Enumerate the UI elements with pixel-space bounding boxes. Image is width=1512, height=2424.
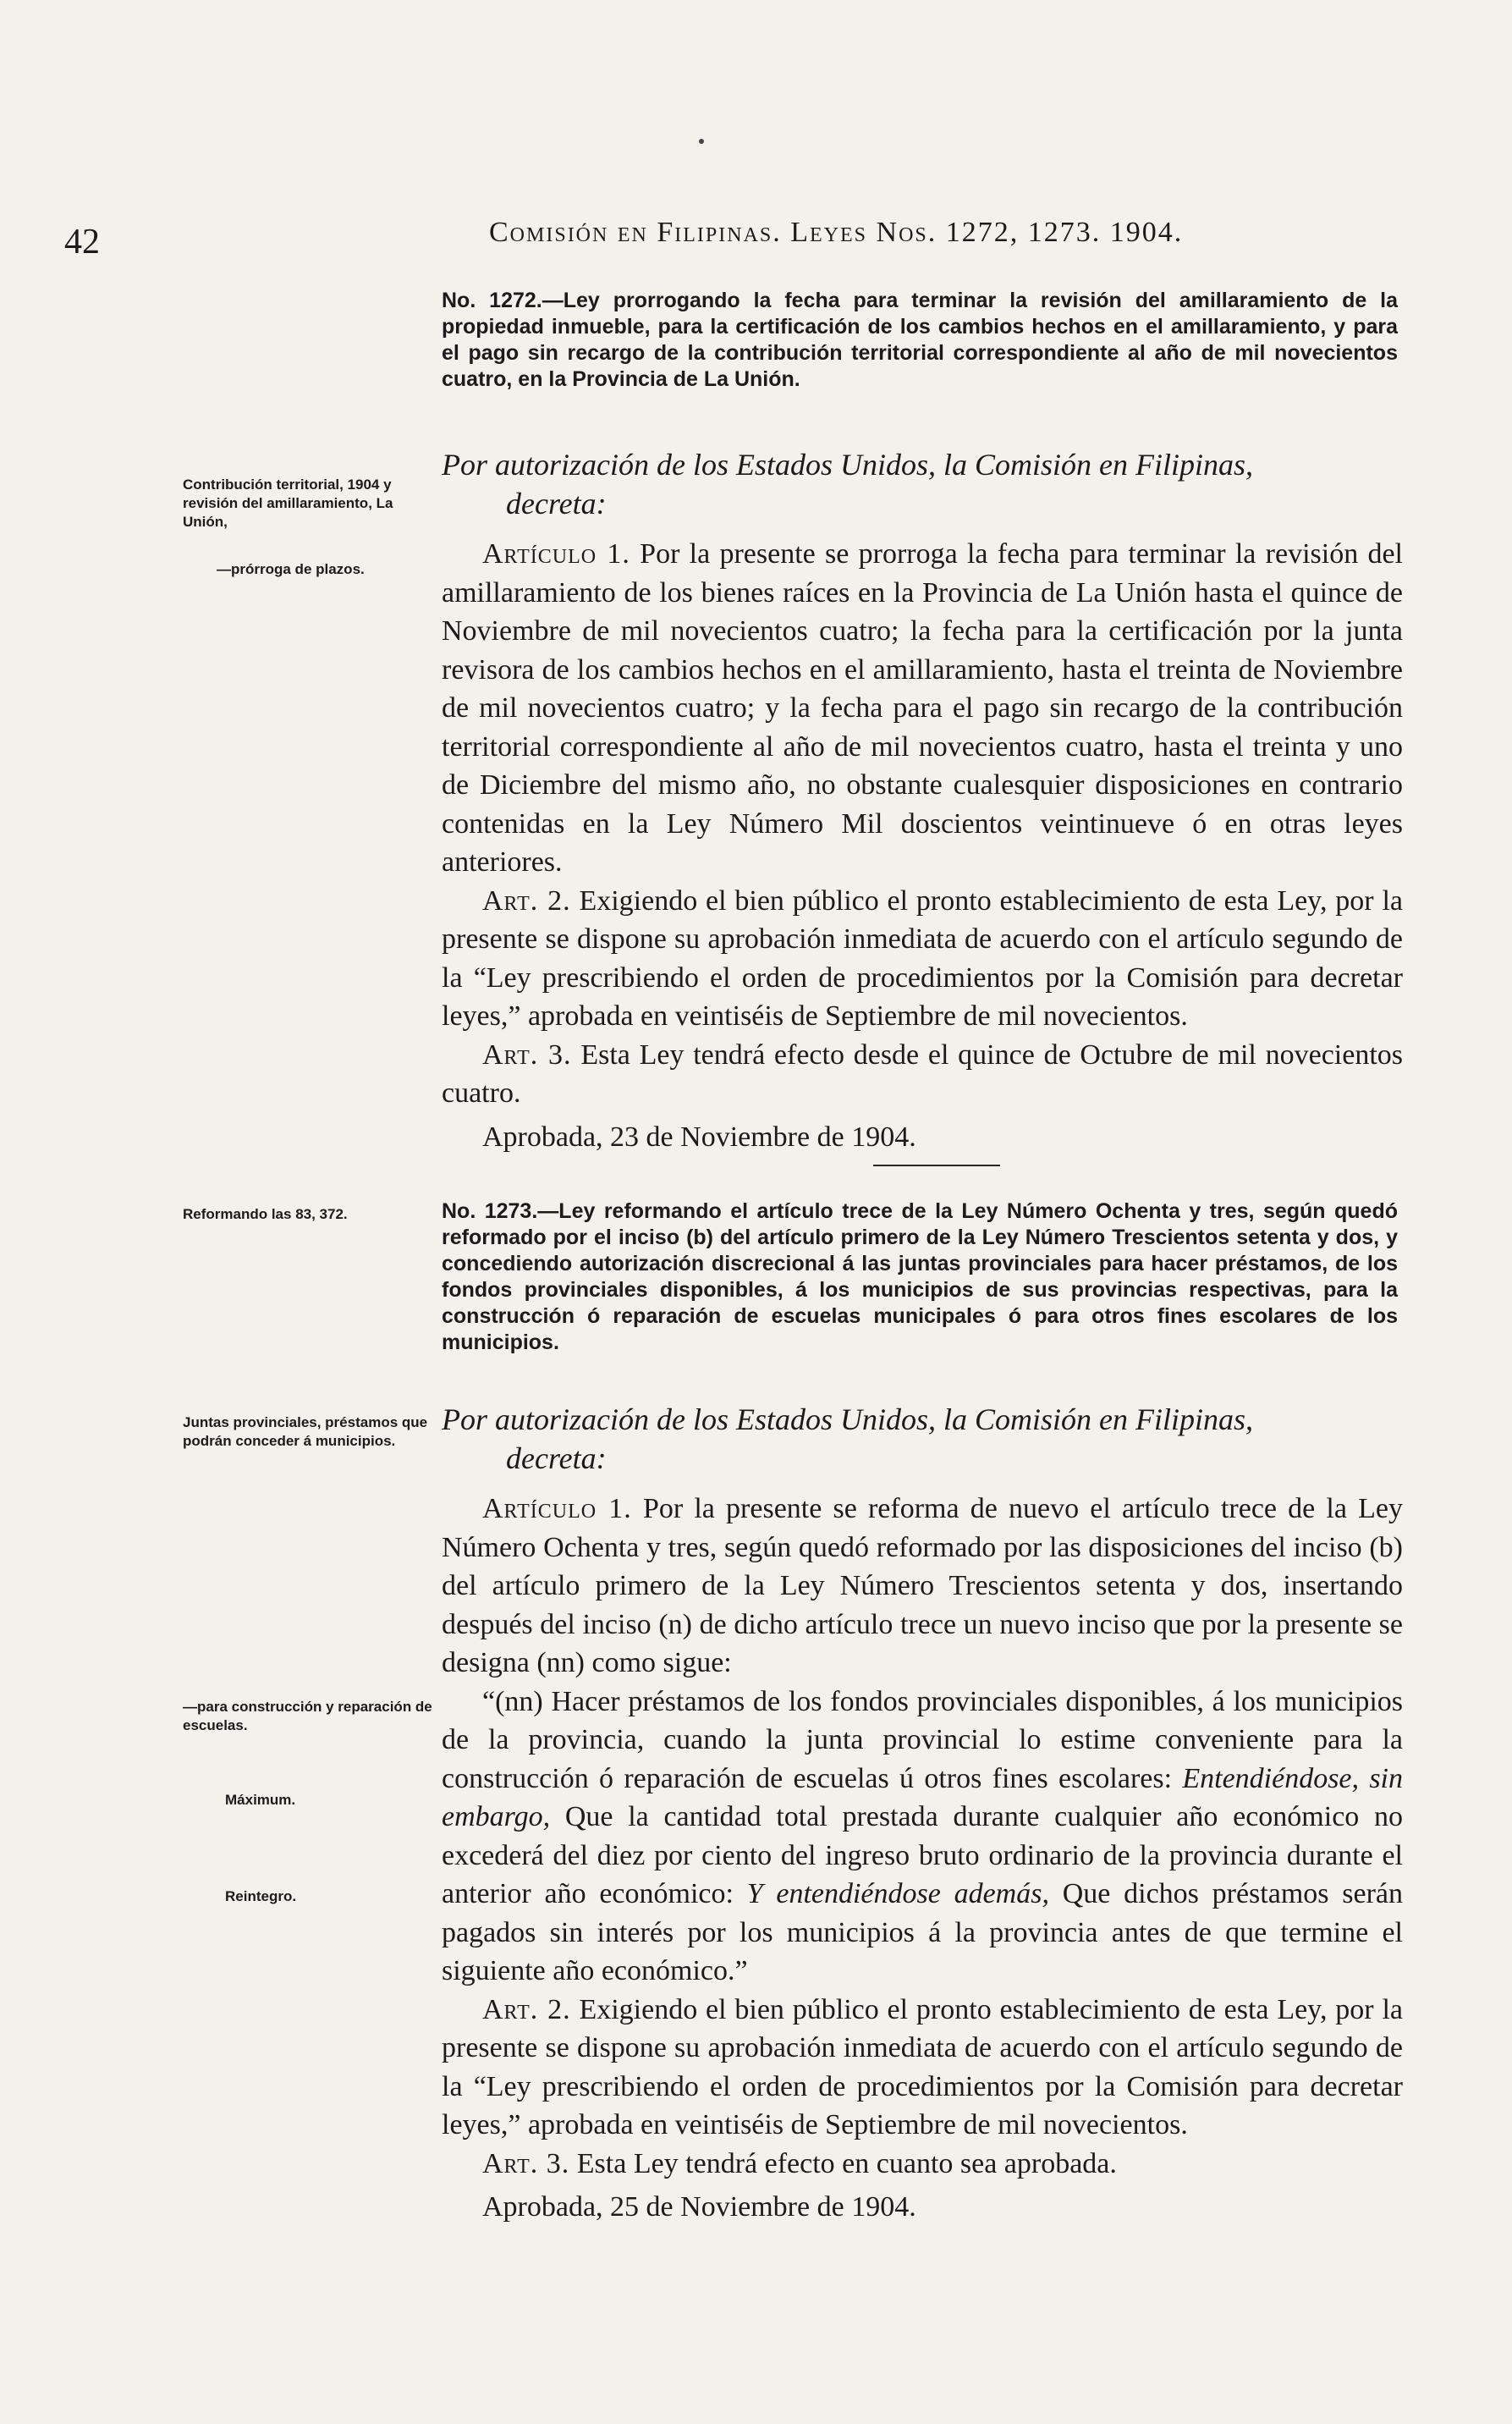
sidenote-prorroga: —prórroga de plazos. [217, 561, 365, 577]
law-1273-article-1: Artículo 1. Por la presente se reforma de nuevo el artículo trece de la Ley Número Ochenta y tres, según quedó reformado por las disposiciones del inciso (b) del artículo primero de la Ley Número Trescientos setenta y dos, insertando después del inciso (n) de dicho artículo trece un nuevo inciso que por la presente se designa (nn) como sigue: [442, 1493, 1403, 1678]
law-1273-article-3: Art. 3. Esta Ley tendrá efecto en cuanto sea aprobada. [482, 2147, 1117, 2179]
sidenote-juntas: Juntas provinciales, préstamos que podrán conceder á municipios. [183, 1414, 428, 1449]
law-1273-enacting-clause: Por autorización de los Estados Unidos, la Comisión en Filipinas, decreta: [442, 1400, 1403, 1478]
decreta-label: decreta: [506, 487, 607, 521]
law-1272-number: No. 1272. [442, 289, 542, 312]
law-1273-heading [442, 1198, 1398, 1356]
law-1273-number: No. 1273. [442, 1199, 538, 1223]
law-1272-body [442, 445, 1403, 1156]
law-1273-body [442, 1400, 1403, 2227]
sidenote-reformando: Reformando las 83, 372. [183, 1206, 348, 1222]
running-header: Comisión en Filipinas. Leyes Nos. 1272, 1273. 1904. [489, 217, 1184, 248]
law-1272-title: —Ley prorrogando la fecha para terminar la revisión del amillaramiento de la propiedad inmueble, para la certificación de los cambios hechos en el amillaramiento, y para el pago sin recargo de la contribución territorial correspondiente al año de mil novecientos cuatro, en la Provincia de La Unión. [442, 289, 1398, 391]
law-1272-heading [442, 288, 1398, 393]
stray-ink-dot [699, 139, 704, 144]
law-1273-title: —Ley reformando el artículo trece de la Ley Número Ochenta y tres, según quedó reformado por el inciso (b) del artículo primero de la Ley Número Trescientos setenta y dos, y concediendo autorización discrecional á las juntas provinciales para hacer préstamos, de los fondos provinciales disponibles, á los municipios de sus provincias respectivas, para la construcción ó reparación de escuelas municipales ó para otros fines escolares de los municipios. [442, 1199, 1399, 1354]
law-1272-article-3: Art. 3. Esta Ley tendrá efecto desde el quince de Octubre de mil novecientos cuatro. [442, 1038, 1404, 1109]
sidenote-maximum: Máximum. [225, 1792, 296, 1808]
law-1272-article-1: Artículo 1. Por la presente se prorroga la fecha para terminar la revisión del amillaramiento de los bienes raíces en la Provincia de La Unión hasta el quince de Noviembre de mil novecientos cuatro; la fecha para la certificación por la junta revisora de los cambios hechos en el amillaramiento, hasta el treinta de Noviembre de mil novecientos cuatro; y la fecha para el pago sin recargo de la contribución territorial correspondiente al año de mil novecientos cuatro, hasta el treinta y uno de Diciembre del mismo año, no obstante cualesquier disposiciones en contrario contenidas en la Ley Número Mil doscientos veintinueve ó en otras leyes anteriores. [442, 538, 1404, 878]
law-1273-approved: Aprobada, 25 de Noviembre de 1904. [482, 2191, 916, 2223]
section-divider [873, 1165, 1000, 1166]
sidenote-reintegro: Reintegro. [225, 1888, 297, 1904]
law-1273-article-2: Art. 2. Exigiendo el bien público el pronto establecimiento de esta Ley, por la presente se dispone su aprobación inmediata de acuerdo con el artículo segundo de la “Ley prescribiendo el orden de procedimientos por la Comisión para decretar leyes,” aprobada en veintiséis de Septiembre de mil novecientos. [442, 1993, 1403, 2140]
law-1272-article-2: Art. 2. Exigiendo el bien público el pronto establecimiento de esta Ley, por la presente se dispone su aprobación inmediata de acuerdo con el artículo segundo de la “Ley prescribiendo el orden de procedimientos por la Comisión para decretar leyes,” aprobada en veintiséis de Septiembre de mil novecientos. [442, 884, 1403, 1032]
sidenote-contribucion: Contribución territorial, 1904 y revisión del amillaramiento, La Unión, [183, 477, 393, 530]
page-number: 42 [64, 223, 100, 262]
law-1273-quoted-clause: “(nn) Hacer préstamos de los fondos provinciales disponibles, á los municipios de la provincia, cuando la junta provincial lo estime conveniente para la construcción ó reparación de escuelas ú otros fines escolares: Entendiéndose, sin embargo, Que la cantidad total prestada durante cualquier año económico no excederá del diez por ciento del ingreso bruto ordinario de la provincia durante el anterior año económico: Y entendiéndose además, Que dichos préstamos serán pagados sin interés por los municipios á la provincia antes de que termine el siguiente año económico.” [442, 1685, 1404, 1986]
law-1272-enacting-clause: Por autorización de los Estados Unidos, la Comisión en Filipinas, decreta: [442, 445, 1403, 523]
decreta-label: decreta: [506, 1441, 607, 1475]
law-1272-approved: Aprobada, 23 de Noviembre de 1904. [482, 1121, 916, 1153]
sidenote-construccion: —para construcción y reparación de escuelas. [183, 1699, 432, 1733]
